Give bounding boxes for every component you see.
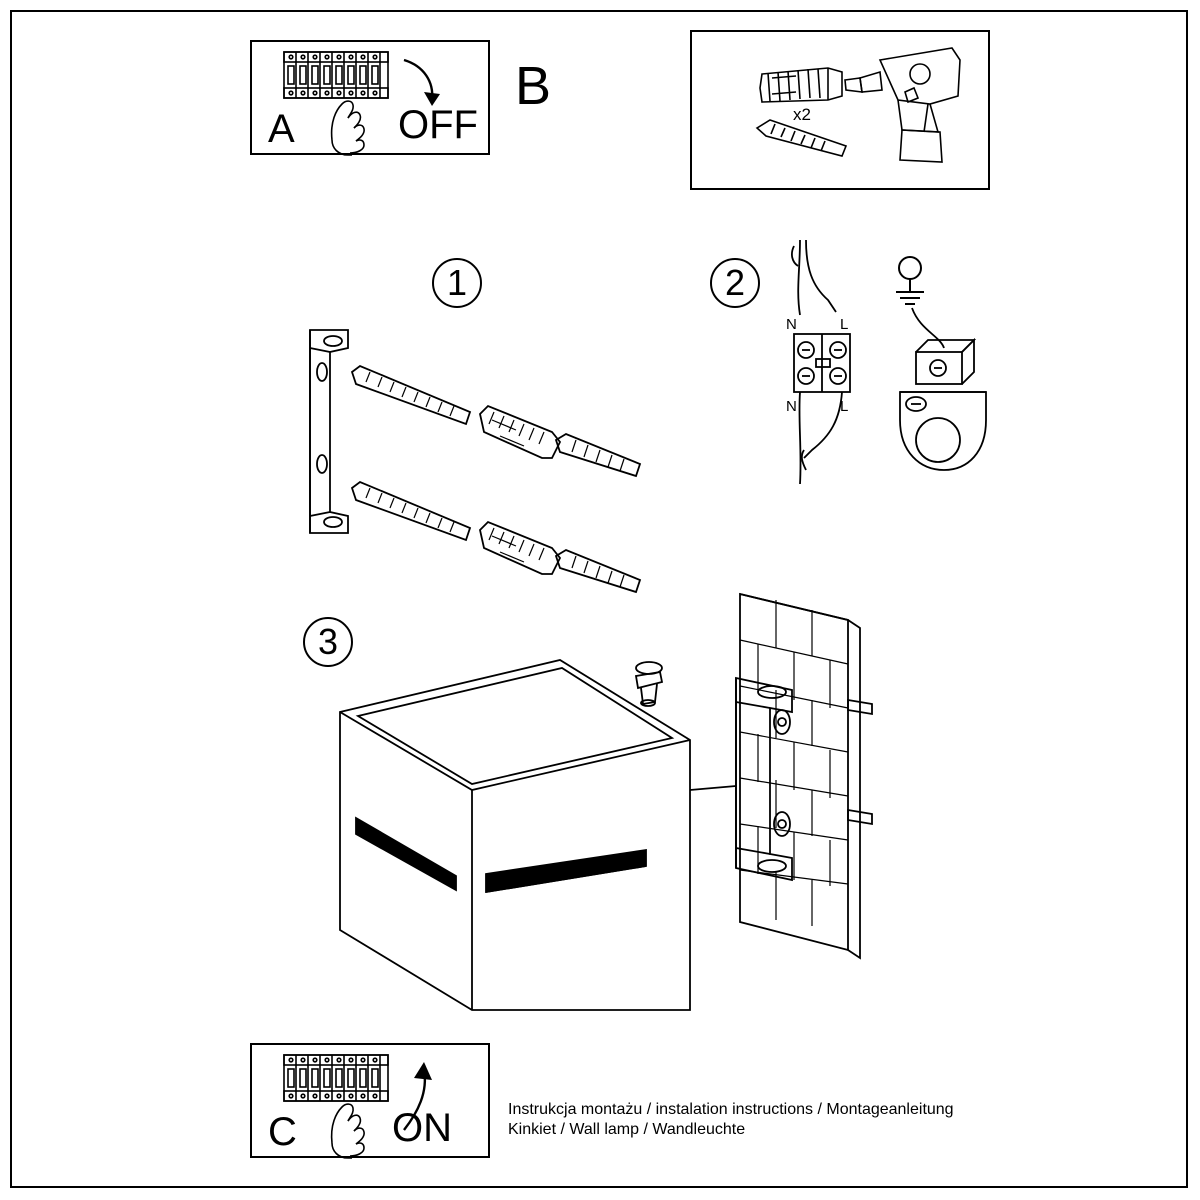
panel-b-letter: B [515,56,552,116]
panel-a-action-label: OFF [398,103,478,147]
terminal-label-n-top: N [786,316,797,333]
footer-line-2: Kinkiet / Wall lamp / Wandleuchte [508,1121,746,1138]
panel-c-letter: C [268,1110,297,1154]
panel-a-letter: A [268,107,295,151]
terminal-label-n-bottom: N [786,398,797,415]
panel-b-quantity-label: x2 [793,105,811,124]
terminal-label-l-bottom: L [840,398,849,415]
footer-line-1: Instrukcja montażu / instalation instructions / Montageanleitung [508,1101,954,1118]
step-1-number: 1 [446,262,468,303]
panel-c-action-label: ON [392,1106,452,1150]
step-3-number: 3 [317,621,339,662]
terminal-label-l-top: L [840,316,849,333]
step-2-number: 2 [724,262,746,303]
